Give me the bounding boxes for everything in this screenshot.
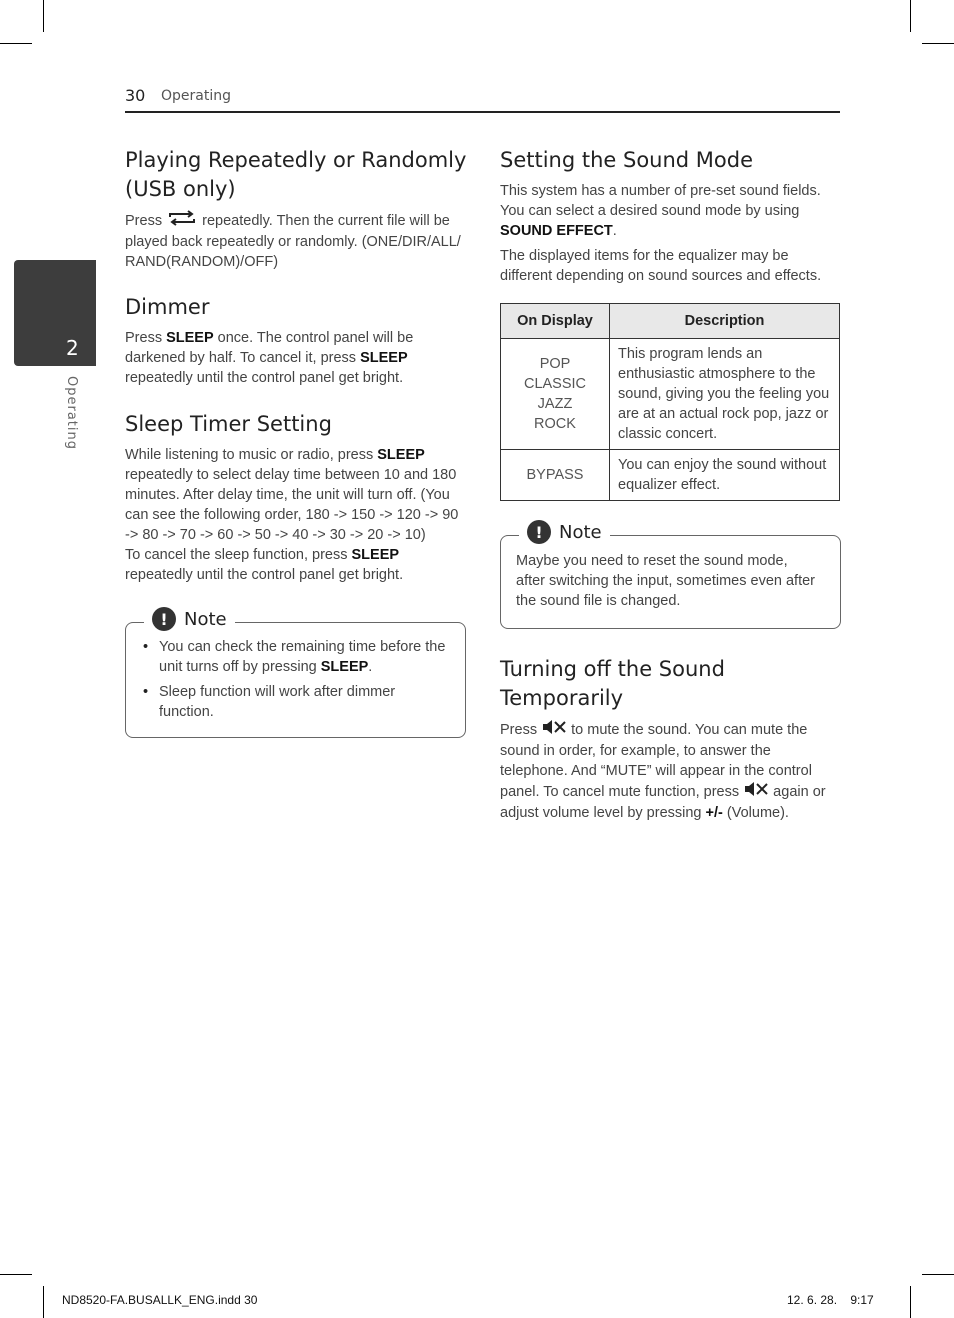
section-body: The displayed items for the equalizer may be different depending on sound sources and effects. — [500, 248, 822, 284]
crop-mark — [910, 1286, 911, 1318]
section-body: Press to mute the sound. You can mute the sound in order, for example, to answer the telephone. And “MUTE” will appear in the control panel. To cancel mute function, press again or adjust volume level by pressing +/- (Volume). — [500, 719, 838, 823]
crop-mark — [922, 1274, 954, 1275]
sleep-section — [125, 410, 465, 585]
column-header: On Display — [501, 304, 610, 339]
note-header — [519, 520, 610, 544]
footer-timestamp: 12. 6. 28. 9:17 — [787, 1293, 874, 1307]
crop-mark — [922, 43, 954, 44]
repeat-section — [125, 146, 470, 272]
crop-mark — [43, 0, 44, 32]
column-header: Description — [610, 304, 840, 339]
section-title: Setting the Sound Mode — [500, 148, 754, 172]
footer-filename: ND8520-FA.BUSALLK_ENG.indd 30 — [62, 1293, 258, 1307]
section-title: Turning off the Sound Temporarily — [500, 657, 725, 710]
note-box — [500, 521, 841, 629]
note-title: Note — [559, 521, 602, 543]
section-body: While listening to music or radio, press SLEEP repeatedly to select delay time between 10 and 180 minutes. After delay time, the unit will turn off. (You can see the following order, 180 -> 150 -> 120 -> 90 -> 80 -> 70 -> 60 -> 50 -> 40 -> 30 -> 20 -> 10) — [125, 447, 459, 543]
section-body: Press repeatedly. Then the current file will be played back repeatedly or randomly. (ONE/DIR/ALL/ RAND(RANDOM)/OFF) — [125, 210, 470, 272]
section-title: Dimmer — [125, 295, 210, 319]
exclamation-icon: ! — [152, 607, 176, 631]
dimmer-section — [125, 293, 455, 388]
section-body: To cancel the sleep function, press SLEEP repeatedly until the control panel get bright. — [125, 547, 404, 583]
table-row — [501, 450, 840, 501]
mode-cell: BYPASS — [501, 450, 610, 501]
chapter-tab — [14, 260, 96, 366]
description-cell: This program lends an enthusiastic atmosphere to the sound, giving you the feeling you are at an actual rock pop, jazz or classic concert. — [610, 339, 840, 450]
mute-icon — [743, 781, 769, 803]
crop-mark — [0, 1274, 32, 1275]
table-row — [501, 339, 840, 450]
description-cell: You can enjoy the sound without equalizer effect. — [610, 450, 840, 501]
crop-mark — [910, 0, 911, 32]
section-body: Press SLEEP once. The control panel will be darkened by half. To cancel it, press SLEEP repeatedly until the control panel get bright. — [125, 330, 414, 386]
note-list — [139, 637, 449, 727]
note-header — [144, 607, 235, 631]
section-title: Sleep Timer Setting — [125, 412, 332, 436]
mute-icon — [541, 719, 567, 741]
note-title: Note — [184, 608, 227, 630]
section-body: This system has a number of pre-set sound fields. You can select a desired sound mode by using SOUND EFFECT. — [500, 183, 821, 239]
repeat-icon — [166, 210, 198, 232]
mute-section — [500, 655, 838, 823]
page-number: 30 — [125, 86, 146, 105]
section-title: Playing Repeatedly or Randomly (USB only) — [125, 148, 467, 201]
sound-mode-section — [500, 146, 838, 286]
table-header-row — [501, 304, 840, 339]
mode-cell: POP CLASSIC JAZZ ROCK — [501, 339, 610, 450]
note-box — [125, 608, 466, 738]
header-rule — [125, 111, 840, 113]
running-header: Operating — [161, 88, 231, 104]
note-item: • You can check the remaining time before the unit turns off by pressing SLEEP. — [139, 637, 449, 677]
crop-mark — [43, 1286, 44, 1318]
chapter-label: Operating — [64, 376, 79, 450]
note-item: • Sleep function will work after dimmer function. — [139, 682, 449, 722]
crop-mark — [0, 43, 32, 44]
exclamation-icon: ! — [527, 520, 551, 544]
note-text: Maybe you need to reset the sound mode, after switching the input, sometimes even after the sound file is changed. — [516, 553, 816, 609]
equalizer-table — [500, 303, 840, 501]
chapter-number: 2 — [66, 336, 79, 360]
